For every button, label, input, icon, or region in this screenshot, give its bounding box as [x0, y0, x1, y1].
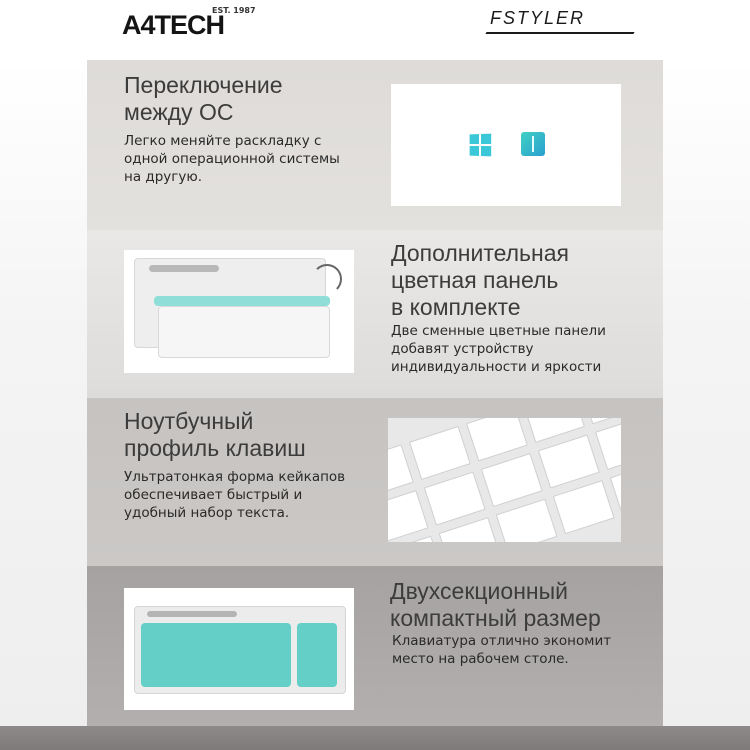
section-2-title: Дополнительная цветная панель в комплекте	[391, 240, 569, 320]
keyboard-tray	[149, 265, 219, 272]
mint-panel	[154, 296, 330, 306]
numpad-key-section	[297, 623, 337, 687]
section-4-title: Двухсекционный компактный размер	[390, 578, 601, 631]
compact-keyboard-image	[124, 588, 354, 710]
section-3-title: Ноутбучный профиль клавиш	[124, 408, 306, 461]
compact-keyboard-tray	[147, 611, 237, 617]
brand-line-text: FSTYLER	[490, 8, 586, 28]
logo-est: EST. 1987	[212, 6, 256, 15]
section-1-description: Легко меняйте раскладку с одной операционной системы на другую.	[124, 133, 340, 185]
page-header	[0, 0, 750, 60]
keycaps-closeup-keys	[388, 418, 621, 542]
section-4-description: Клавиатура отлично экономит место на рабочем столе.	[392, 633, 612, 667]
bottom-strip	[0, 726, 750, 750]
windows-icon	[470, 134, 492, 157]
mac-icon	[521, 132, 545, 156]
brand-underline	[485, 32, 634, 34]
section-1-title: Переключение между ОС	[124, 72, 283, 125]
right-margin	[663, 60, 750, 750]
fstyler-logo	[486, 6, 636, 36]
logo-text: A4TECH	[122, 10, 225, 40]
keyboard-front-image	[158, 306, 330, 358]
main-key-section	[141, 623, 291, 687]
compact-keyboard-body	[134, 606, 346, 694]
section-2-description: Две сменные цветные панели добавят устройству индивидуальности и яркости	[391, 323, 606, 375]
keyboard-panels-image	[124, 250, 354, 373]
left-margin	[0, 60, 87, 750]
keyboard-cable	[312, 264, 342, 294]
os-switch-image	[391, 84, 621, 206]
section-3-description: Ультратонкая форма кейкапов обеспечивает быстрый и удобный набор текста.	[124, 469, 346, 521]
keycaps-closeup-image	[388, 418, 621, 542]
